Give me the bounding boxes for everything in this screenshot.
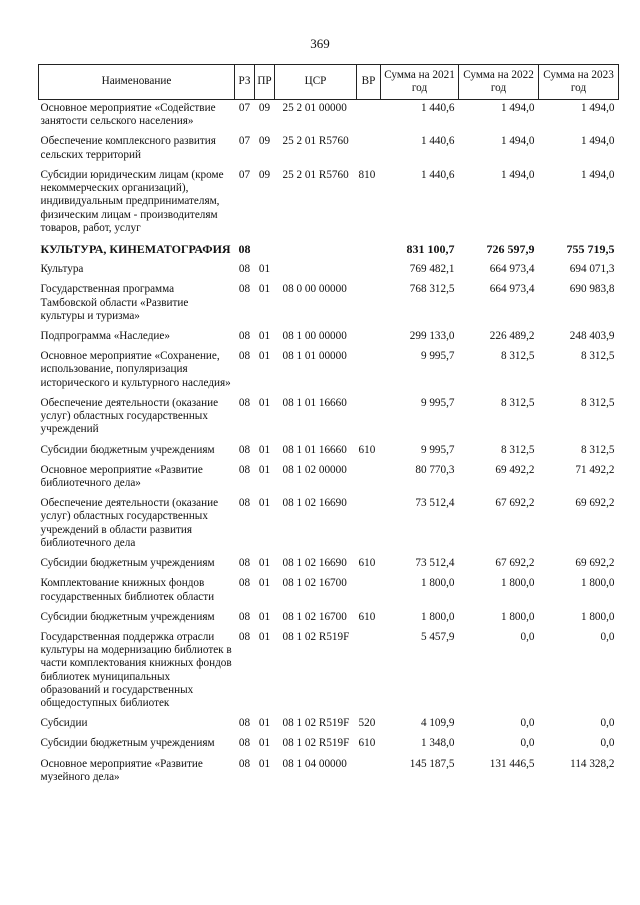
row-sum-2023: 0,0: [600, 717, 615, 730]
row-name: Государственная программа Тамбовской области «Развитие культуры и туризма»: [40, 283, 189, 322]
row-sum-2022: 1 800,0: [500, 610, 535, 623]
row-vr: 610: [358, 557, 376, 570]
table-row: [39, 281, 619, 328]
row-name: Субсидии бюджетным учреждениям: [40, 557, 215, 570]
row-sum-2021: 769 482,1: [409, 263, 455, 276]
row-rz: 07: [238, 102, 251, 114]
row-name: Субсидии: [40, 717, 88, 730]
row-sum-2021: 1 800,0: [420, 577, 455, 590]
row-sum-2023: 8 312,5: [580, 396, 615, 409]
row-pr: 09: [258, 102, 271, 114]
table-row: [39, 167, 619, 240]
table-row: [39, 240, 619, 261]
row-name: Обеспечение деятельности (оказание услуг) областных государственных учреждений: [40, 396, 219, 436]
header-pr: ПР: [255, 65, 275, 100]
row-pr: [255, 240, 275, 261]
row-csr: 08 1 01 16660: [282, 443, 347, 456]
row-csr: 08 1 02 16700: [282, 610, 347, 623]
row-vr: [357, 100, 381, 134]
row-csr: [275, 240, 357, 261]
table-row: [39, 575, 619, 608]
row-sum-2021: 9 995,7: [420, 396, 455, 409]
row-vr: [357, 575, 381, 608]
row-sum-2022: 726 597,9: [486, 241, 535, 256]
row-name: Субсидии бюджетным учреждениям: [40, 737, 215, 750]
row-pr: 01: [258, 443, 271, 456]
table-row: [39, 609, 619, 629]
row-csr: 08 1 02 16700: [282, 577, 347, 590]
row-sum-2022: 1 494,0: [500, 168, 535, 181]
row-csr: 08 1 01 16660: [282, 396, 347, 409]
row-sum-2021: 73 512,4: [415, 497, 455, 510]
row-sum-2022: 8 312,5: [500, 396, 535, 409]
row-sum-2022: 0,0: [520, 630, 535, 643]
row-sum-2023: 1 494,0: [580, 168, 615, 181]
row-sum-2022: 1 494,0: [500, 135, 535, 148]
header-rz: РЗ: [235, 65, 255, 100]
row-rz: 08: [238, 283, 251, 296]
row-sum-2023: 1 494,0: [580, 135, 615, 148]
row-vr: 520: [358, 717, 376, 730]
row-sum-2021: 145 187,5: [409, 757, 455, 770]
row-csr: 25 2 01 00000: [282, 102, 347, 114]
row-rz: 08: [238, 330, 251, 342]
table-row: [39, 629, 619, 715]
row-name: Комплектование книжных фондов государственных библиотек области: [40, 577, 215, 603]
row-vr: [357, 281, 381, 328]
row-rz: 08: [238, 350, 251, 363]
row-pr: 01: [258, 350, 271, 363]
row-rz: 08: [238, 443, 251, 456]
row-sum-2023: 755 719,5: [566, 241, 615, 256]
table-row: [39, 715, 619, 735]
table-row: [39, 133, 619, 166]
row-sum-2021: 1 800,0: [420, 610, 455, 623]
row-name: Культура: [40, 263, 84, 276]
row-name: Субсидии юридическим лицам (кроме некоммерческих организаций), индивидуальным предпринимателям, физическим лицам - производителям товаров, работ, услуг: [40, 168, 224, 234]
row-pr: 01: [258, 610, 271, 623]
row-vr: [357, 395, 381, 442]
row-sum-2021: 4 109,9: [420, 717, 455, 730]
row-sum-2021: 299 133,0: [409, 330, 455, 342]
row-sum-2023: 8 312,5: [580, 443, 615, 456]
row-rz: 08: [238, 263, 251, 276]
table-row: [39, 395, 619, 442]
row-sum-2022: 131 446,5: [489, 757, 535, 770]
header-sum-2022: Сумма на 2022 год: [459, 65, 539, 100]
row-pr: 01: [258, 330, 271, 342]
row-rz: 08: [238, 610, 251, 623]
row-vr: [357, 261, 381, 281]
table-header-row: [39, 65, 619, 100]
row-vr: 610: [358, 737, 376, 750]
row-sum-2023: 69 692,2: [575, 557, 615, 570]
table-row: [39, 555, 619, 575]
row-pr: 01: [258, 557, 271, 570]
row-pr: 01: [258, 757, 271, 770]
row-pr: 01: [258, 263, 271, 276]
row-pr: 09: [258, 168, 271, 181]
row-rz: 08: [238, 630, 251, 643]
row-vr: [357, 495, 381, 555]
row-name: Обеспечение комплексного развития сельских территорий: [40, 135, 216, 161]
row-sum-2021: 831 100,7: [406, 241, 455, 256]
row-rz: 08: [238, 463, 251, 476]
row-csr: [275, 261, 357, 281]
row-sum-2023: 71 492,2: [575, 463, 615, 476]
row-sum-2023: 690 983,8: [569, 283, 615, 296]
row-name: Основное мероприятие «Содействие занятости сельского населения»: [40, 102, 216, 128]
row-sum-2022: 1 800,0: [500, 577, 535, 590]
row-sum-2021: 9 995,7: [420, 443, 455, 456]
row-sum-2022: 67 692,2: [495, 497, 535, 510]
row-sum-2021: 768 312,5: [409, 283, 455, 296]
row-vr: [357, 133, 381, 166]
row-sum-2022: 67 692,2: [495, 557, 535, 570]
row-sum-2023: 694 071,3: [569, 263, 615, 276]
row-csr: 08 1 02 00000: [282, 463, 347, 476]
row-vr: [357, 240, 381, 261]
row-csr: 08 1 02 R519F: [282, 717, 350, 730]
row-sum-2022: 8 312,5: [500, 443, 535, 456]
row-rz: 08: [238, 717, 251, 730]
row-csr: 25 2 01 R5760: [282, 168, 349, 181]
row-rz: 08: [238, 577, 251, 590]
row-pr: 01: [258, 630, 271, 643]
page-number: 369: [310, 36, 330, 51]
row-sum-2021: 1 440,6: [420, 102, 455, 114]
row-sum-2022: 664 973,4: [489, 283, 535, 296]
row-vr: [357, 462, 381, 495]
row-name: Обеспечение деятельности (оказание услуг) областных государственных учреждений в области развития библиотечного дела: [40, 497, 219, 549]
row-vr: [357, 756, 381, 789]
row-pr: 01: [258, 283, 271, 296]
row-sum-2023: 248 403,9: [569, 330, 615, 342]
row-name: Основное мероприятие «Развитие музейного дела»: [40, 757, 203, 783]
row-vr: 610: [358, 610, 376, 623]
row-sum-2022: 0,0: [520, 717, 535, 730]
table-row: [39, 735, 619, 755]
budget-table: [38, 64, 619, 789]
row-vr: [357, 629, 381, 715]
table-body: [39, 100, 619, 790]
row-sum-2022: 0,0: [520, 737, 535, 750]
header-name: Наименование: [39, 65, 235, 100]
row-name: Субсидии бюджетным учреждениям: [40, 610, 215, 623]
table-row: [39, 348, 619, 395]
row-rz: 07: [238, 168, 251, 181]
header-sum-2023: Сумма на 2023 год: [539, 65, 619, 100]
row-sum-2021: 1 440,6: [420, 135, 455, 148]
table-row: [39, 756, 619, 789]
row-sum-2021: 5 457,9: [420, 630, 455, 643]
row-sum-2021: 1 440,6: [420, 168, 455, 181]
table-row: [39, 328, 619, 348]
row-sum-2022: 664 973,4: [489, 263, 535, 276]
row-csr: 08 1 00 00000: [282, 330, 347, 342]
row-name: Основное мероприятие «Развитие библиотечного дела»: [40, 463, 203, 489]
row-pr: 01: [258, 497, 271, 510]
row-rz: 08: [238, 737, 251, 750]
row-name: Субсидии бюджетным учреждениям: [40, 443, 215, 456]
row-sum-2022: 1 494,0: [500, 102, 535, 114]
row-csr: 08 1 02 R519F: [282, 737, 350, 750]
row-sum-2021: 80 770,3: [415, 463, 455, 476]
row-sum-2023: 69 692,2: [575, 497, 615, 510]
row-rz: 08: [238, 497, 251, 510]
row-csr: 08 0 00 00000: [282, 283, 347, 296]
row-sum-2023: 0,0: [600, 737, 615, 750]
row-name: КУЛЬТУРА, КИНЕМАТОГРАФИЯ: [40, 241, 231, 256]
row-sum-2022: 69 492,2: [495, 463, 535, 476]
header-sum-2021: Сумма на 2021 год: [381, 65, 459, 100]
row-sum-2023: 8 312,5: [580, 350, 615, 363]
row-vr: [357, 328, 381, 348]
row-sum-2023: 1 494,0: [580, 102, 615, 114]
header-csr: ЦСР: [275, 65, 357, 100]
row-name: Государственная поддержка отрасли культуры на модернизацию библиотек в части комплектования книжных фондов библиотек муниципальных образований и государственных общедоступных библиотек: [40, 630, 232, 710]
table-row: [39, 261, 619, 281]
row-csr: 25 2 01 R5760: [282, 135, 349, 148]
row-sum-2022: 8 312,5: [500, 350, 535, 363]
row-pr: 09: [258, 135, 271, 148]
row-pr: 01: [258, 717, 271, 730]
row-sum-2022: 226 489,2: [489, 330, 535, 342]
row-rz: 07: [238, 135, 251, 148]
row-sum-2023: 0,0: [600, 630, 615, 643]
row-name: Основное мероприятие «Сохранение, использование, популяризация исторического и культурного наследия»: [40, 350, 231, 389]
row-pr: 01: [258, 463, 271, 476]
row-vr: 610: [358, 443, 376, 456]
row-rz: 08: [238, 557, 251, 570]
row-vr: [357, 348, 381, 395]
row-sum-2021: 73 512,4: [415, 557, 455, 570]
row-rz: 08: [238, 241, 251, 256]
row-vr: 810: [358, 168, 376, 181]
table-row: [39, 462, 619, 495]
table-row: [39, 100, 619, 134]
row-csr: 08 1 02 16690: [282, 557, 347, 570]
row-csr: 08 1 02 R519F: [282, 630, 350, 643]
row-rz: 08: [238, 396, 251, 409]
row-sum-2021: 9 995,7: [420, 350, 455, 363]
row-csr: 08 1 04 00000: [282, 757, 347, 770]
table-row: [39, 495, 619, 555]
row-csr: 08 1 01 00000: [282, 350, 347, 363]
row-rz: 08: [238, 757, 251, 770]
row-name: Подпрограмма «Наследие»: [40, 330, 170, 342]
row-csr: 08 1 02 16690: [282, 497, 347, 510]
row-sum-2021: 1 348,0: [420, 737, 455, 750]
table-row: [39, 442, 619, 462]
row-sum-2023: 114 328,2: [570, 757, 615, 770]
row-sum-2023: 1 800,0: [580, 577, 615, 590]
row-pr: 01: [258, 577, 271, 590]
row-pr: 01: [258, 396, 271, 409]
row-sum-2023: 1 800,0: [580, 610, 615, 623]
header-vr: ВР: [357, 65, 381, 100]
row-pr: 01: [258, 737, 271, 750]
